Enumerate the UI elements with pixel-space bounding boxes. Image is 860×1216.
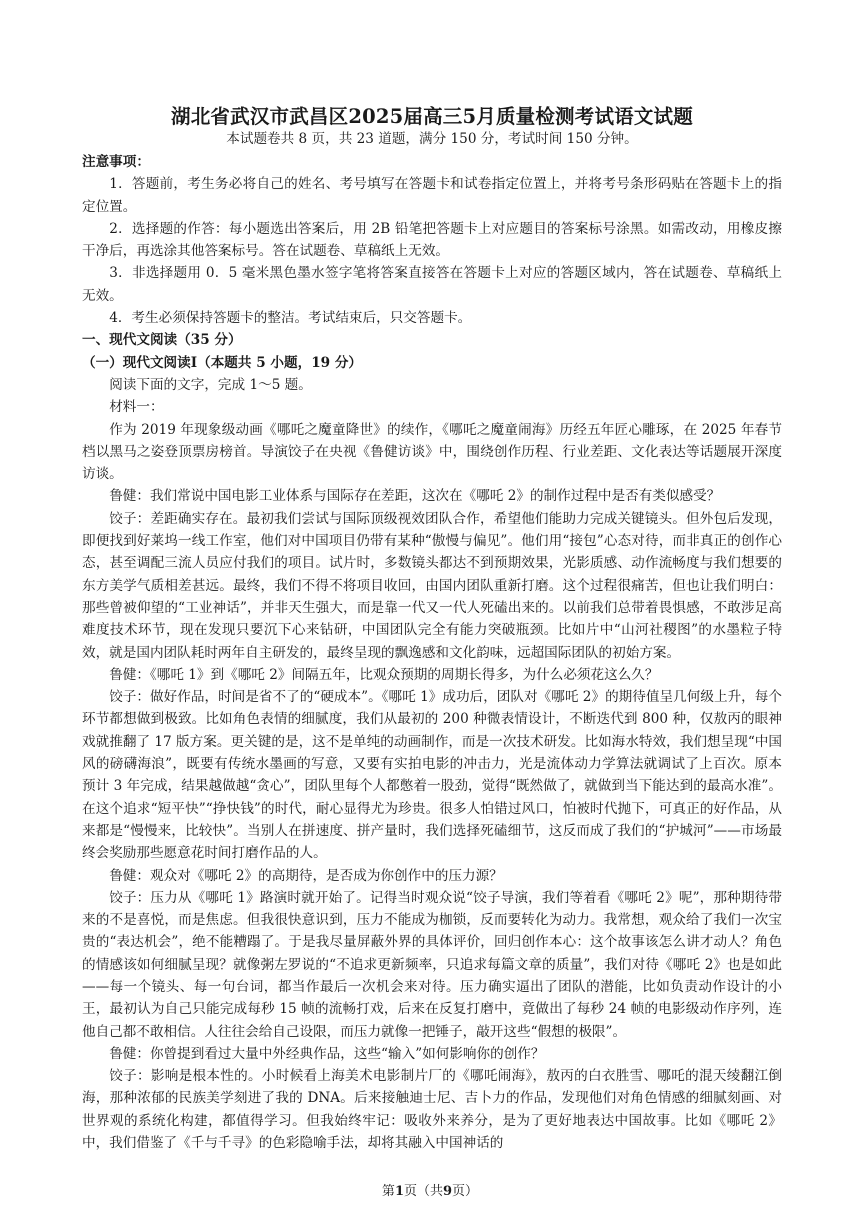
- article-paragraph: 鲁健：我们常说中国电影工业体系与国际存在差距，这次在《哪吒 2》的制作过程中是否有类似感受？: [109, 488, 721, 505]
- page-number: 1: [394, 1184, 404, 1199]
- article-paragraph: 饺子：影响是根本性的。小时候看上海美术电影制片厂的《哪吒闹海》，敖丙的白衣胜雪、哪吒的混天绫翻江倒海，那种浓郁的民族美学刻进了我的 DNA。后来接触迪士尼、吉卜力的作品，发现他们对角色情感的细腻刻画、对世界观的系统化构建，都值得学习。但我始终牢记：吸收外来养分，是为了更好地表达中国故事。比如《哪吒 2》中，我们借鉴了《千与千寻》的色彩隐喻手法，却将其融入中国神话的: [82, 1068, 782, 1152]
- page-title: 湖北省武汉市武昌区2025届高三5月质量检测考试语文试题: [171, 105, 693, 128]
- article-paragraph: 鲁健：观众对《哪吒 2》的高期待，是否成为你创作中的压力源？: [109, 867, 503, 884]
- material-label: 材料一：: [109, 399, 164, 416]
- footer-prefix: 第: [381, 1184, 395, 1199]
- notice-item: 1．答题前，考生务必将自己的姓名、考号填写在答题卡和试卷指定位置上，并将考号条形码贴在答题卡上的指定位置。: [82, 176, 782, 215]
- article-paragraph: 饺子：差距确实存在。最初我们尝试与国际顶级视效团队合作，希望他们能助力完成关键镜头。但外包后发现，即便找到好莱坞一线工作室，他们对中国项目仍带有某种“傲慢与偏见”。他们用“接包”心态对待，而非真正的创作心态，甚至调配三流人员应付我们的项目。试片时，多数镜头都达不到预期效果，光影质感、动作流畅度与我们想要的东方美学气质相差甚远。最终，我们不得不将项目收回，由国内团队重新打磨。这个过程很痛苦，但也让我们明白：那些曾被仰望的“工业神话”，并非天生强大，而是靠一代又一代人死磕出来的。以前我们总带着畏惧感，不敢涉足高难度技术环节，现在发现只要沉下心来钻研，中国团队完全有能力突破瓶颈。比如片中“山河社稷图”的水墨粒子特效，就是国内团队耗时两年自主研发的，最终呈现的飘逸感和文化韵味，远超国际团队的初始方案。: [82, 510, 782, 661]
- reading-instruction: 阅读下面的文字，完成 1～5 题。: [109, 376, 312, 393]
- exam-info: 本试题卷共 8 页，共 23 道题，满分 150 分，考试时间 150 分钟。: [226, 131, 638, 147]
- article-paragraph: 鲁健：你曾提到看过大量中外经典作品，这些“输入”如何影响你的创作？: [109, 1045, 545, 1062]
- notice-item: 2．选择题的作答：每小题选出答案后，用 2B 铅笔把答题卡上对应题目的答案标号涂黑。如需改动，用橡皮擦干净后，再选涂其他答案标号。答在试题卷、草稿纸上无效。: [82, 220, 782, 260]
- article-paragraph: 饺子：压力从《哪吒 1》路演时就开始了。记得当时观众说“饺子导演，我们等着看《哪吒 2》呢”，那种期待带来的不是喜悦，而是焦虑。但我很快意识到，压力不能成为枷锁，反而要转化为动力。我常想，观众给了我们一次宝贵的“表达机会”，绝不能糟蹋了。于是我尽量屏蔽外界的具体评价，回归创作本心：这个故事该怎么讲才动人？角色的情感该如何细腻呈现？就像粥左罗说的“不追求更新频率，只追求每篇文章的质量”，我们对待《哪吒 2》也是如此——每一个镜头、每一句台词，都当作最后一次机会来对待。压力确实逼出了团队的潜能，比如负责动作设计的小王，最初认为自己只能完成每秒 15 帧的流畅打戏，后来在反复打磨中，竟做出了每秒 24 帧的电影级动作序列，连他自己都不敢相信。人往往会给自己设限，而压力就像一把锤子，敲开这些“假想的极限”。: [82, 889, 782, 1040]
- footer-middle: 页（共: [403, 1184, 443, 1199]
- article-paragraph: 鲁健：《哪吒 1》到《哪吒 2》间隔五年，比观众预期的周期长得多，为什么必须花这么久？: [109, 666, 659, 683]
- section-heading: 一、现代文阅读（35 分）: [82, 332, 242, 349]
- notice-heading: 注意事项：: [82, 154, 150, 170]
- article-paragraph: 饺子：做好作品，时间是省不了的“硬成本”。《哪吒 1》成功后，团队对《哪吒 2》的期待值呈几何级上升，每个环节都想做到极致。比如角色表情的细腻度，我们从最初的 200 种微表情设计，不断迭代到 800 种，仅敖丙的眼神戏就推翻了 17 版方案。更关键的是，这不是单纯的动画制作，而是一次技术研发。比如海水特效，我们想呈现“中国风的磅礴海浪”，既要有传统水墨画的写意，又要有实拍电影的冲击力，光是流体动力学算法就调试了上百次。原本预计 3 年完成，结果越做越“贪心”，团队里每个人都憋着一股劲，觉得“既然做了，就做到当下能达到的最高水准”。在这个追求“短平快”“挣快钱”的时代，耐心显得尤为珍贵。很多人怕错过风口，怕被时代抛下，可真正的好作品，从来都是“慢慢来，比较快”。当别人在拼速度、拼产量时，我们选择死磕细节，这反而成了我们的“护城河”——市场最终会奖励那些愿意花时间打磨作品的人。: [82, 689, 782, 862]
- article-paragraph: 作为 2019 年现象级动画《哪吒之魔童降世》的续作，《哪吒之魔童闹海》历经五年匠心雕琢，在 2025 年春节档以黑马之姿登顶票房榜首。导演饺子在央视《鲁健访谈》中，围绕创作历程、行业差距、文化表达等话题展开深度访谈。: [82, 421, 782, 483]
- footer-suffix: 页）: [452, 1184, 479, 1199]
- notice-item: 3．非选择题用 0．5 毫米黑色墨水签字笔将答案直接答在答题卡上对应的答题区域内，答在试题卷、草稿纸上无效。: [82, 265, 782, 304]
- total-pages: 9: [443, 1184, 453, 1199]
- notice-item: 4．考生必须保持答题卡的整洁。考试结束后，只交答题卡。: [109, 310, 472, 327]
- page-footer: [0, 1180, 860, 1199]
- subsection-heading: （一）现代文阅读Ⅰ（本题共 5 小题，19 分）: [82, 354, 363, 371]
- document-body: [82, 151, 782, 1154]
